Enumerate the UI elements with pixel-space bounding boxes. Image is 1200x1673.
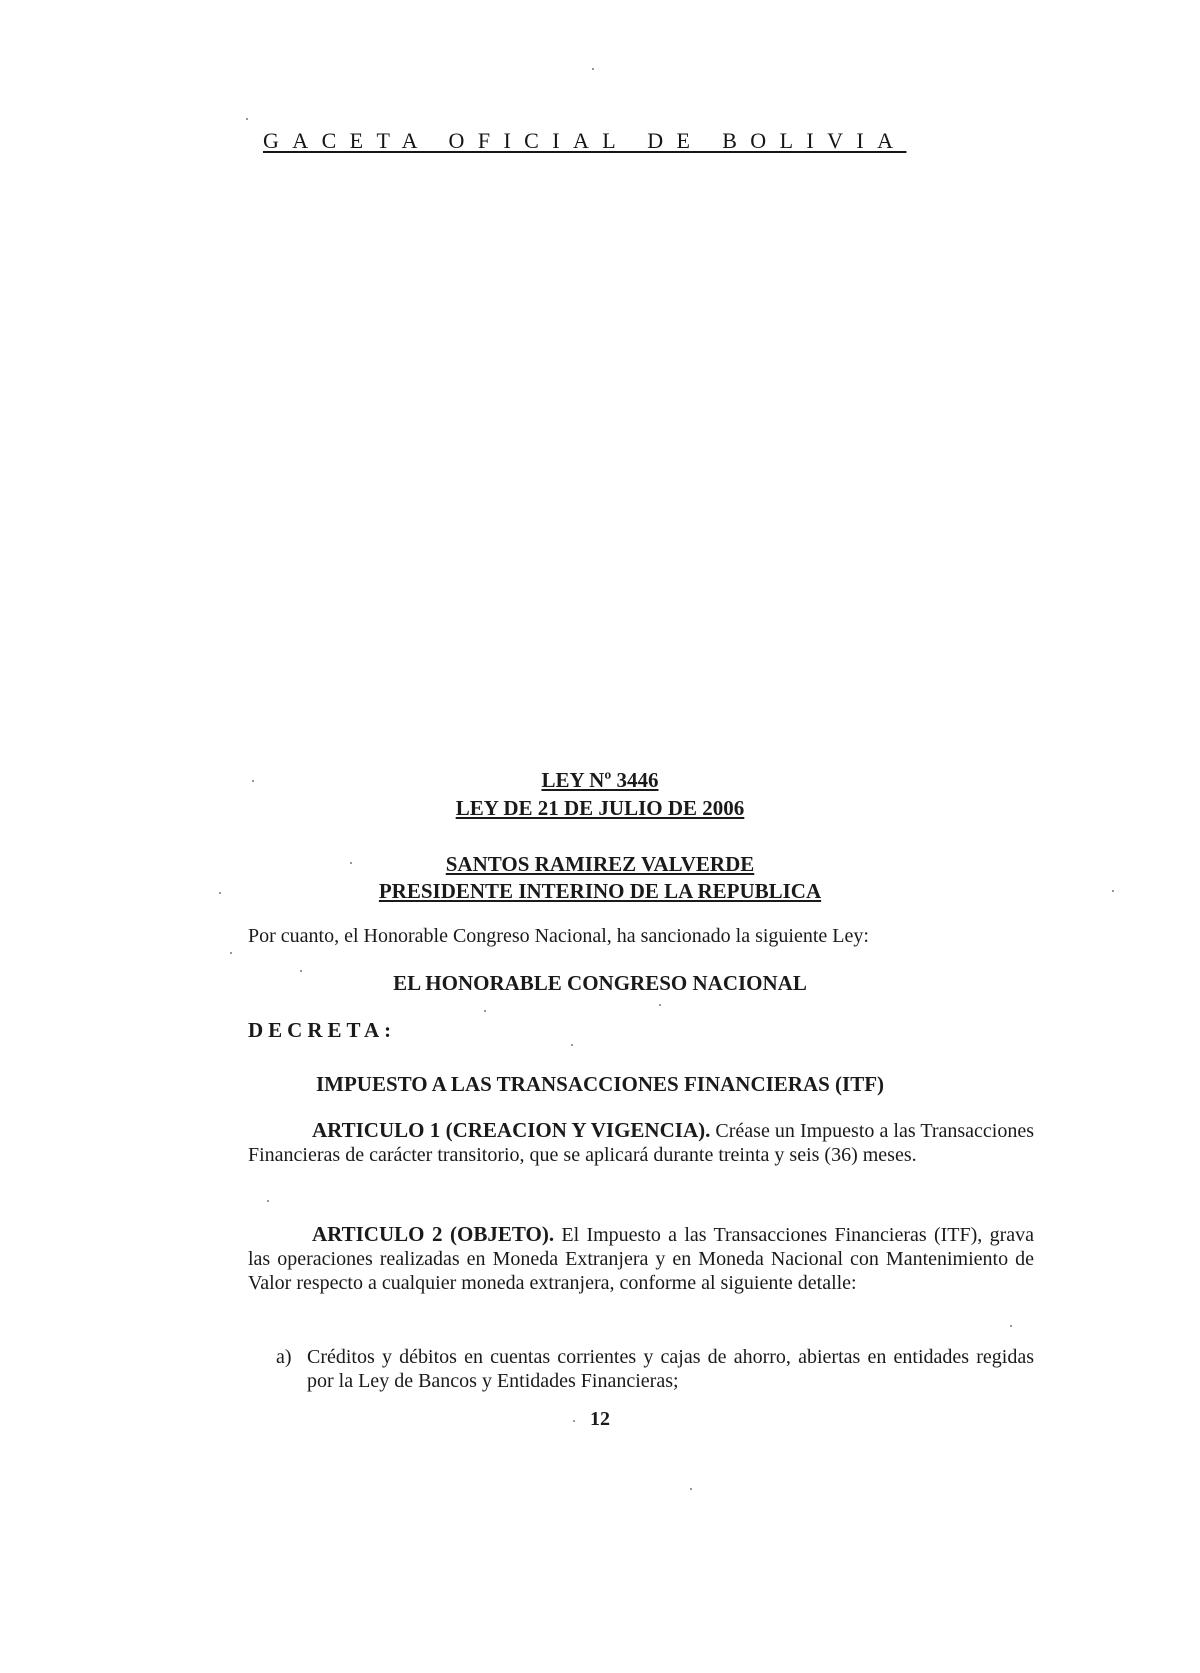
scan-speck [484,1010,486,1012]
article-1 [248,1118,1034,1167]
scan-speck [690,1488,692,1490]
law-title: IMPUESTO A LAS TRANSACCIONES FINANCIERAS (ITF) [315,1072,885,1096]
scan-speck [230,952,232,954]
list-item-text: Créditos y débitos en cuentas corrientes y cajas de ahorro, abiertas en entidades regidas por la Ley de Bancos y Entidades Financieras; [307,1346,1034,1392]
law-date: LEY DE 21 DE JULIO DE 2006 [455,796,745,820]
list-marker: a) [276,1346,292,1368]
law-number: LEY Nº 3446 [541,768,659,792]
article-1-text: Créase un Impuesto a las Transacciones Financieras de carácter transitorio, que se aplicará durante treinta y seis (36) meses. [248,1120,1034,1166]
scan-speck [246,118,248,120]
article-2-heading: ARTICULO 2 (OBJETO). [312,1222,555,1246]
president-title: PRESIDENTE INTERINO DE LA REPUBLICA [378,879,822,903]
president-name: SANTOS RAMIREZ VALVERDE [445,852,755,876]
scan-speck [573,1420,575,1422]
scan-speck [571,1044,573,1046]
decreta-heading: DECRETA: [248,1018,397,1042]
congress-heading: EL HONORABLE CONGRESO NACIONAL [393,971,807,995]
intro-text: Por cuanto, el Honorable Congreso Nacional, ha sancionado la siguiente Ley: [248,925,869,947]
list-item [276,1345,1034,1393]
scan-speck [592,68,594,70]
article-2 [248,1222,1034,1295]
gazette-masthead: GACETA OFICIAL DE BOLIVIA [263,128,907,153]
scan-speck [1112,890,1114,892]
article-2-text: El Impuesto a las Transacciones Financieras (ITF), grava las operaciones realizadas en Moneda Extranjera y en Moneda Nacional con Mantenimiento de Valor respecto a cualquier moneda extranjera, conforme al siguiente detalle: [248,1224,1034,1294]
scan-speck [219,892,221,894]
scan-speck [252,780,254,782]
scan-speck [300,970,302,972]
article-1-heading: ARTICULO 1 (CREACION Y VIGENCIA). [312,1118,711,1142]
page-number: 12 [590,1408,610,1430]
scan-speck [659,1004,661,1006]
scan-speck [350,862,352,864]
scan-speck [267,1200,269,1202]
scan-speck [1010,1325,1012,1327]
